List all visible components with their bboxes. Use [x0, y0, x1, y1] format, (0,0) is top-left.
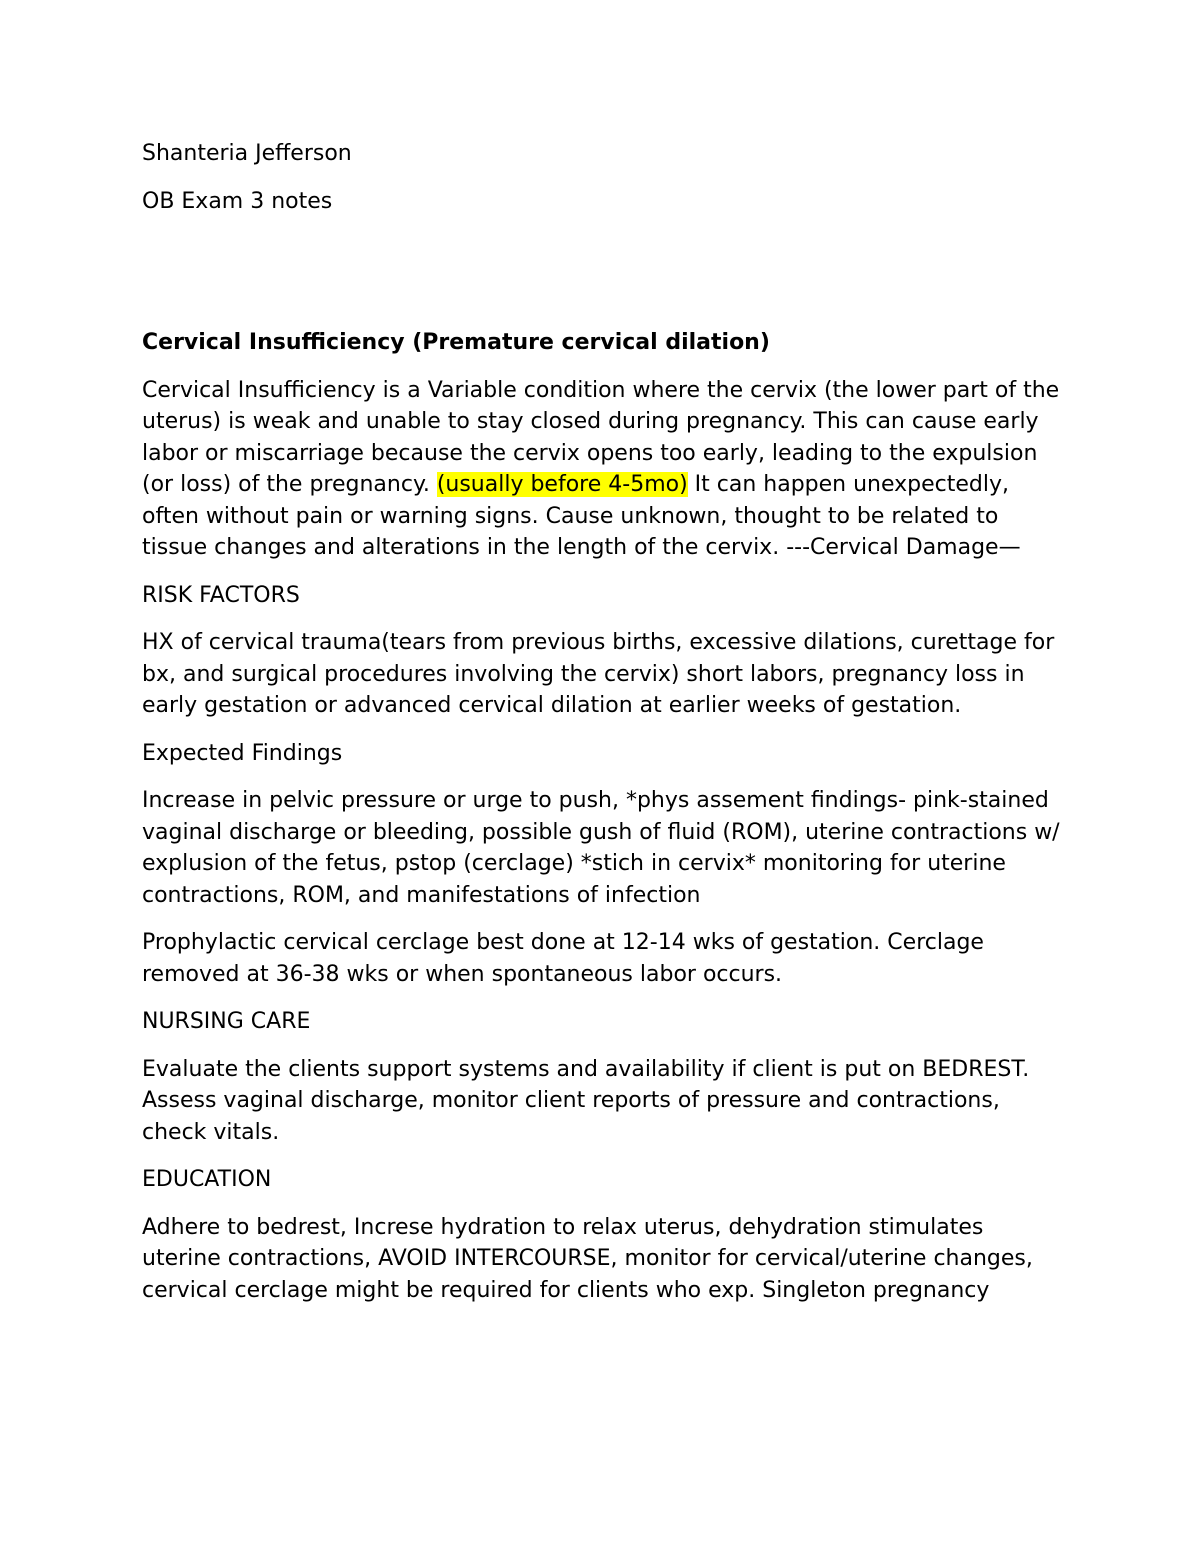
intro-paragraph [142, 375, 1062, 564]
document-page [142, 138, 1062, 1306]
expected-findings-text: Increase in pelvic pressure or urge to push, *phys assement findings- pink-stained vaginal discharge or bleeding, possible gush of fluid (ROM), uterine contractions w/ explusion of the fetus, pstop (cerclage) *stich in cervix* monitoring for uterine contractions, ROM, and manifestations of infection [142, 788, 1060, 908]
intro-text-part1: Cervical Insufficiency is a Variable condition where the cervix (the lower part of the uterus) is weak and unable to stay closed during pregnancy. This can cause early labor or miscarriage because the cervix opens too early, leading to the expulsion (or loss) of the pregnancy. [142, 377, 1060, 497]
expected-findings-heading: Expected Findings [142, 740, 343, 766]
nursing-care-heading: NURSING CARE [142, 1009, 311, 1034]
author-name: Shanteria Jefferson [142, 141, 352, 166]
highlighted-text: (usually before 4-5mo) [436, 472, 688, 497]
nursing-care-text: Evaluate the clients support systems and availability if client is put on BEDREST. Assess vaginal discharge, monitor client reports of pressure and contractions, check vitals. [142, 1056, 1030, 1145]
document-title: OB Exam 3 notes [142, 188, 333, 214]
education-text: Adhere to bedrest, Increse hydration to relax uterus, dehydration stimulates uterine contractions, AVOID INTERCOURSE, monitor for cervical/uterine changes, cervical cerclage might be required for clients who exp. Singleton pregnancy [142, 1214, 1033, 1303]
section-heading: Cervical Insufficiency (Premature cervical dilation) [142, 330, 770, 355]
intro-text-part2: It can happen unexpectedly, often without pain or warning signs. Cause unknown, thought to be related to tissue changes and alterations in the length of the cervix. ---Cervical Damage— [142, 472, 1021, 560]
cerclage-text: Prophylactic cervical cerclage best done at 12-14 wks of gestation. Cerclage removed at 36-38 wks or when spontaneous labor occurs. [142, 930, 984, 987]
risk-factors-heading: RISK FACTORS [142, 582, 300, 608]
risk-factors-text: HX of cervical trauma(tears from previous births, excessive dilations, curettage for bx, and surgical procedures involving the cervix) short labors, pregnancy loss in early gestation or advanced cervical dilation at earlier weeks of gestation. [142, 630, 1055, 718]
education-heading: EDUCATION [142, 1167, 272, 1192]
